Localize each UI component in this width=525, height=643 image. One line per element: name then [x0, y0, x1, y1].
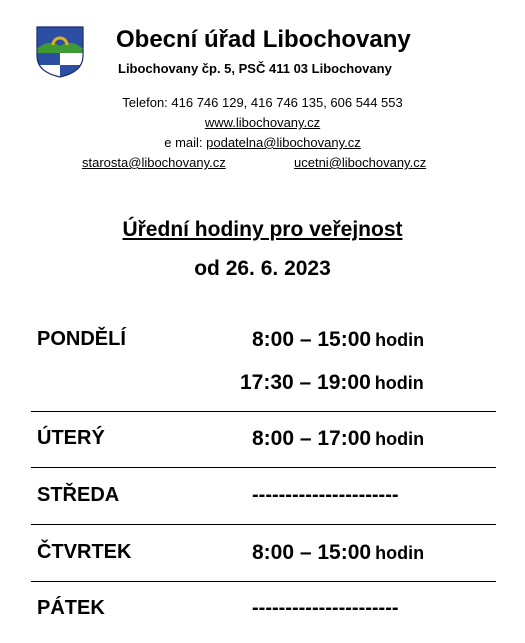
notice-title: Úřední hodiny pro veřejnost [122, 218, 403, 241]
day-friday: PÁTEK [37, 597, 105, 619]
office-title: Obecní úřad Libochovany [116, 26, 411, 53]
day-monday: PONDĚLÍ [37, 328, 126, 350]
row-divider [31, 411, 496, 412]
thursday-hours: 8:00 – 15:00 hodin [252, 541, 425, 564]
phone-numbers: Telefon: 416 746 129, 416 746 135, 606 544 553 [122, 95, 403, 110]
day-tuesday: ÚTERÝ [37, 427, 105, 449]
day-thursday: ČTVRTEK [37, 541, 132, 563]
email-mayor-link[interactable]: starosta@libochovany.cz [82, 155, 226, 170]
hours-unit: hodin [374, 373, 424, 393]
monday-hours-1: 8:00 – 15:00 hodin [252, 328, 425, 351]
monday-hours-2: 17:30 – 19:00 hodin [240, 371, 424, 394]
hours-unit: hodin [375, 543, 425, 563]
email-accounting-link[interactable]: ucetni@libochovany.cz [294, 155, 427, 170]
hours-unit: hodin [375, 429, 425, 449]
tuesday-hours: 8:00 – 17:00 hodin [252, 427, 425, 450]
hours-unit: hodin [375, 330, 425, 350]
day-wednesday: STŘEDA [37, 484, 120, 506]
row-divider [31, 581, 496, 582]
email-line [0, 135, 525, 150]
friday-closed: ---------------------- [252, 597, 399, 619]
website-link[interactable]: www.libochovany.cz [204, 115, 321, 130]
municipal-crest-logo [36, 26, 84, 78]
row-divider [31, 467, 496, 468]
email-main-link[interactable]: podatelna@libochovany.cz [206, 135, 361, 150]
office-address: Libochovany čp. 5, PSČ 411 03 Libochovany [118, 61, 392, 76]
row-divider [31, 524, 496, 525]
notice-effective-date: od 26. 6. 2023 [194, 257, 331, 280]
email-prefix: e mail: [164, 135, 207, 150]
wednesday-closed: ---------------------- [252, 484, 399, 506]
